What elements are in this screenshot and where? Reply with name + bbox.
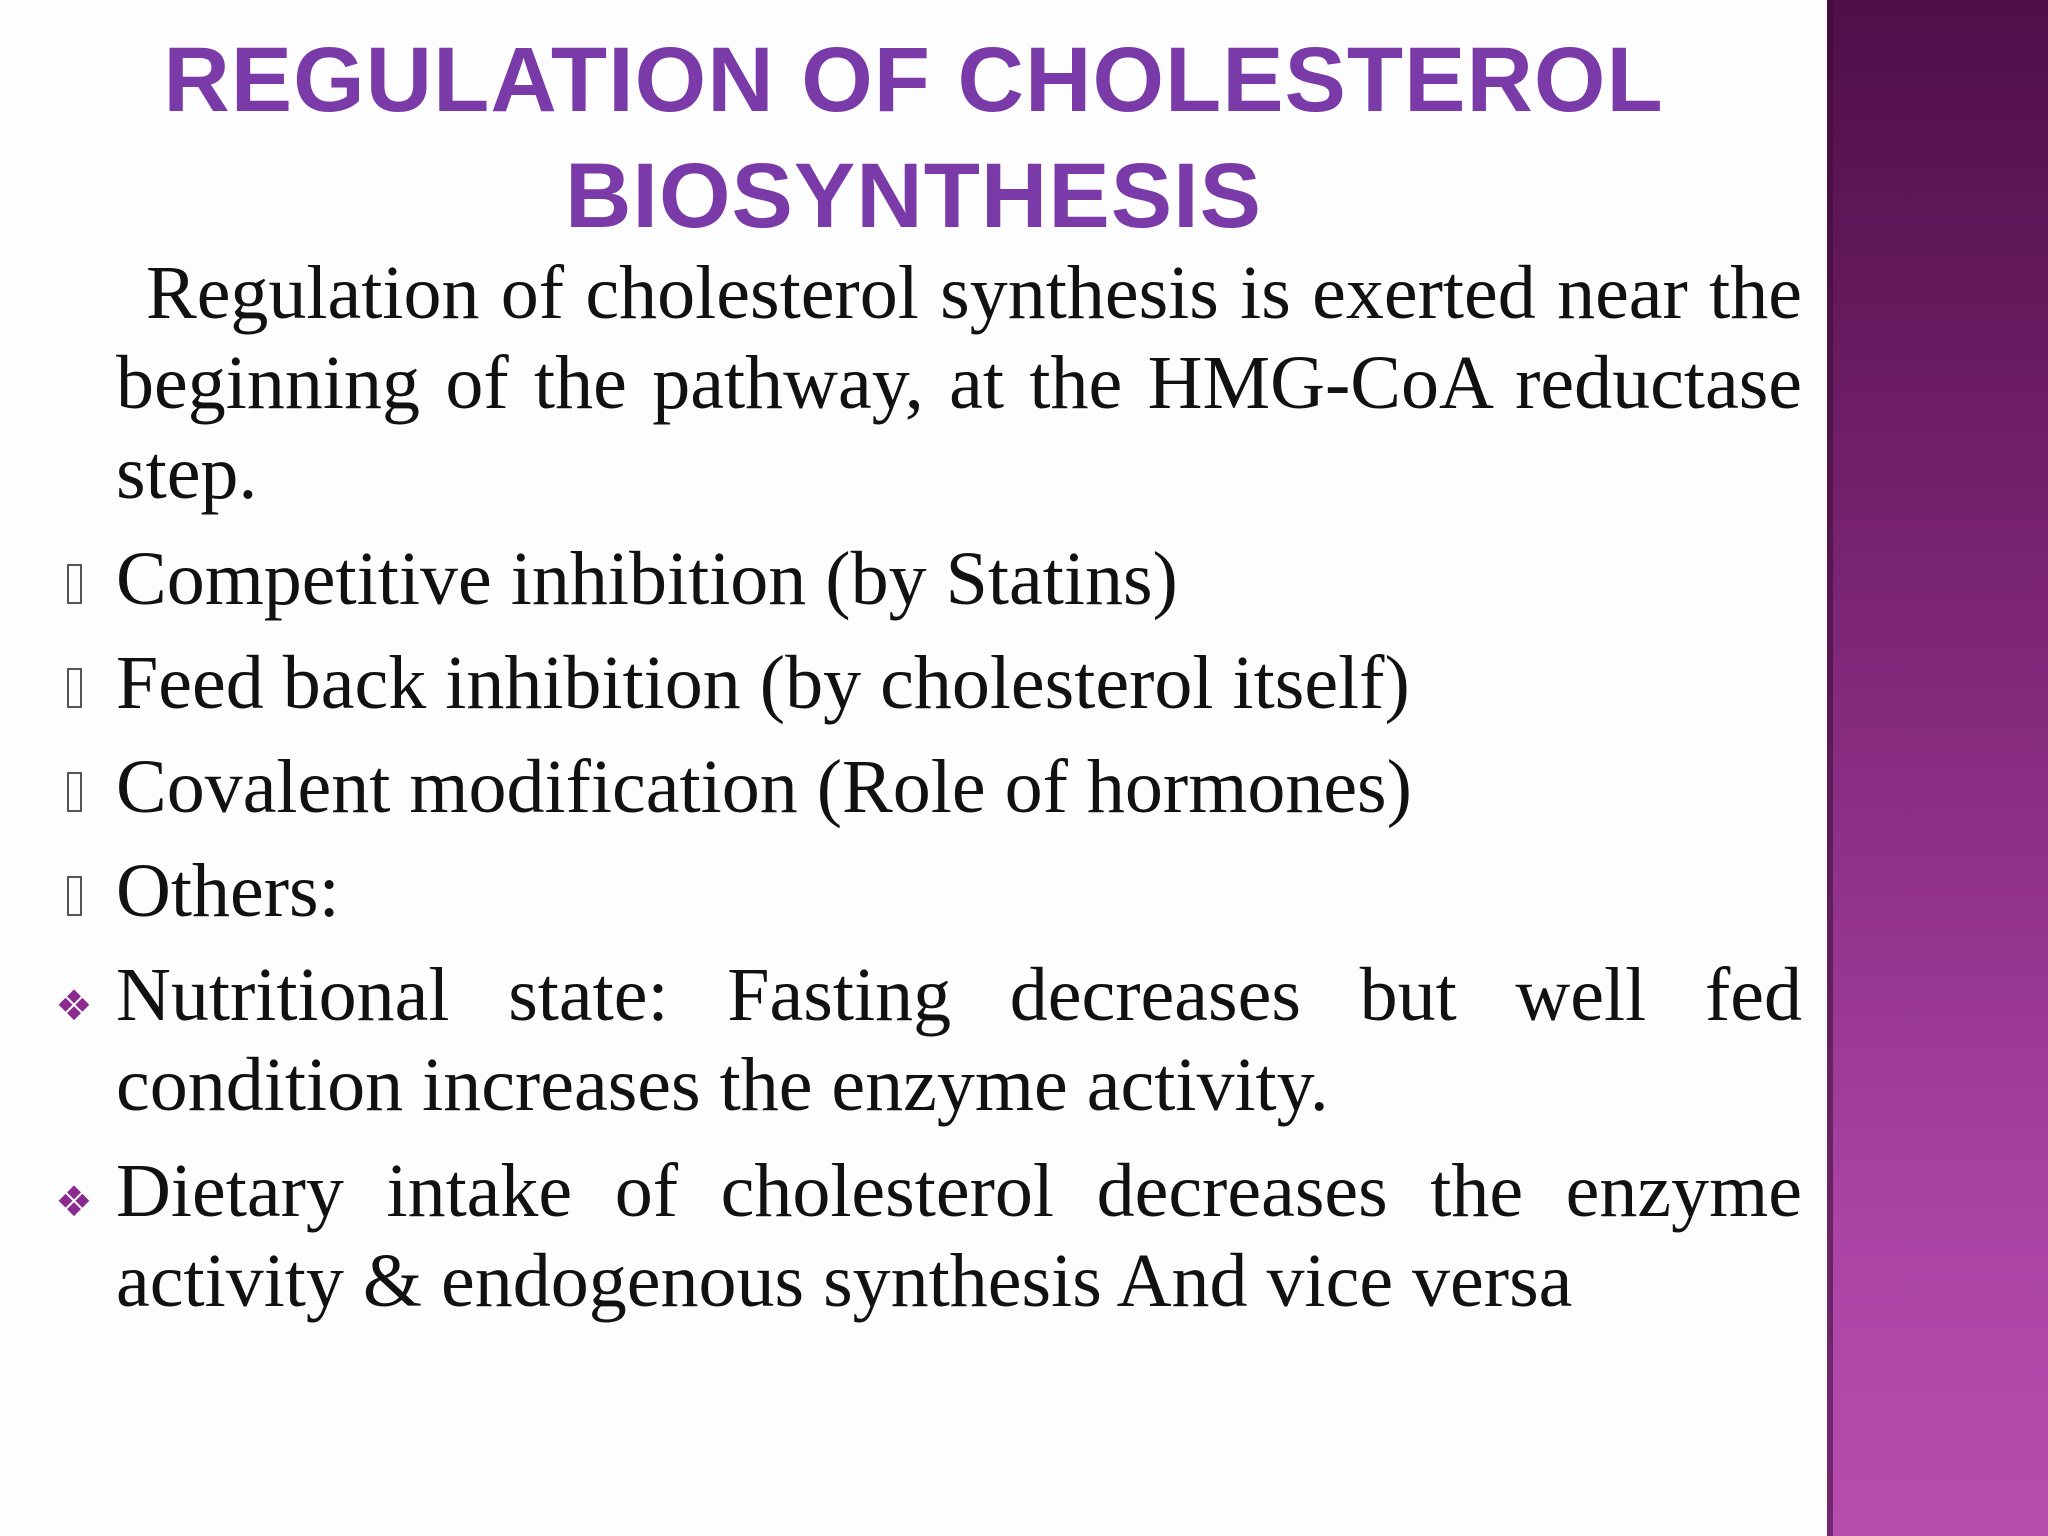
bullet-text: Feed back inhibition (by cholesterol itself) xyxy=(116,641,1410,725)
slide-title xyxy=(60,22,1767,254)
sub-bullet-text: Nutritional state: Fasting decreases but well fed condition increases the enzyme activity. xyxy=(116,953,1802,1127)
box-bullet-icon xyxy=(54,846,94,936)
bullet-item xyxy=(116,846,1802,936)
slide-title-line-2: BIOSYNTHESIS xyxy=(564,145,1262,247)
bullet-text: Others: xyxy=(116,849,340,933)
diamond-bullet-icon: ❖ xyxy=(55,1177,93,1226)
bullet-text: Competitive inhibition (by Statins) xyxy=(116,537,1178,621)
box-bullet-icon xyxy=(54,534,94,624)
sub-bullet-item xyxy=(55,1146,1802,1326)
slide-body xyxy=(55,248,1802,1342)
bullet-item xyxy=(116,742,1802,832)
intro-paragraph: Regulation of cholesterol synthesis is exerted near the beginning of the pathway, at the HMG-CoA reductase step. xyxy=(116,251,1802,515)
box-bullet-icon xyxy=(54,638,94,728)
decorative-side-band xyxy=(1827,0,2048,1536)
box-bullet-icon xyxy=(54,742,94,832)
bullet-item xyxy=(116,534,1802,624)
bullet-text: Covalent modification (Role of hormones) xyxy=(116,745,1412,829)
sub-bullet-text: Dietary intake of cholesterol decreases the enzyme activity & endogenous synthesis And vice versa xyxy=(116,1149,1802,1323)
diamond-bullet-icon: ❖ xyxy=(55,981,93,1030)
bullet-item xyxy=(116,638,1802,728)
slide-title-line-1: REGULATION OF CHOLESTEROL xyxy=(163,29,1664,131)
sub-bullet-item xyxy=(55,950,1802,1130)
